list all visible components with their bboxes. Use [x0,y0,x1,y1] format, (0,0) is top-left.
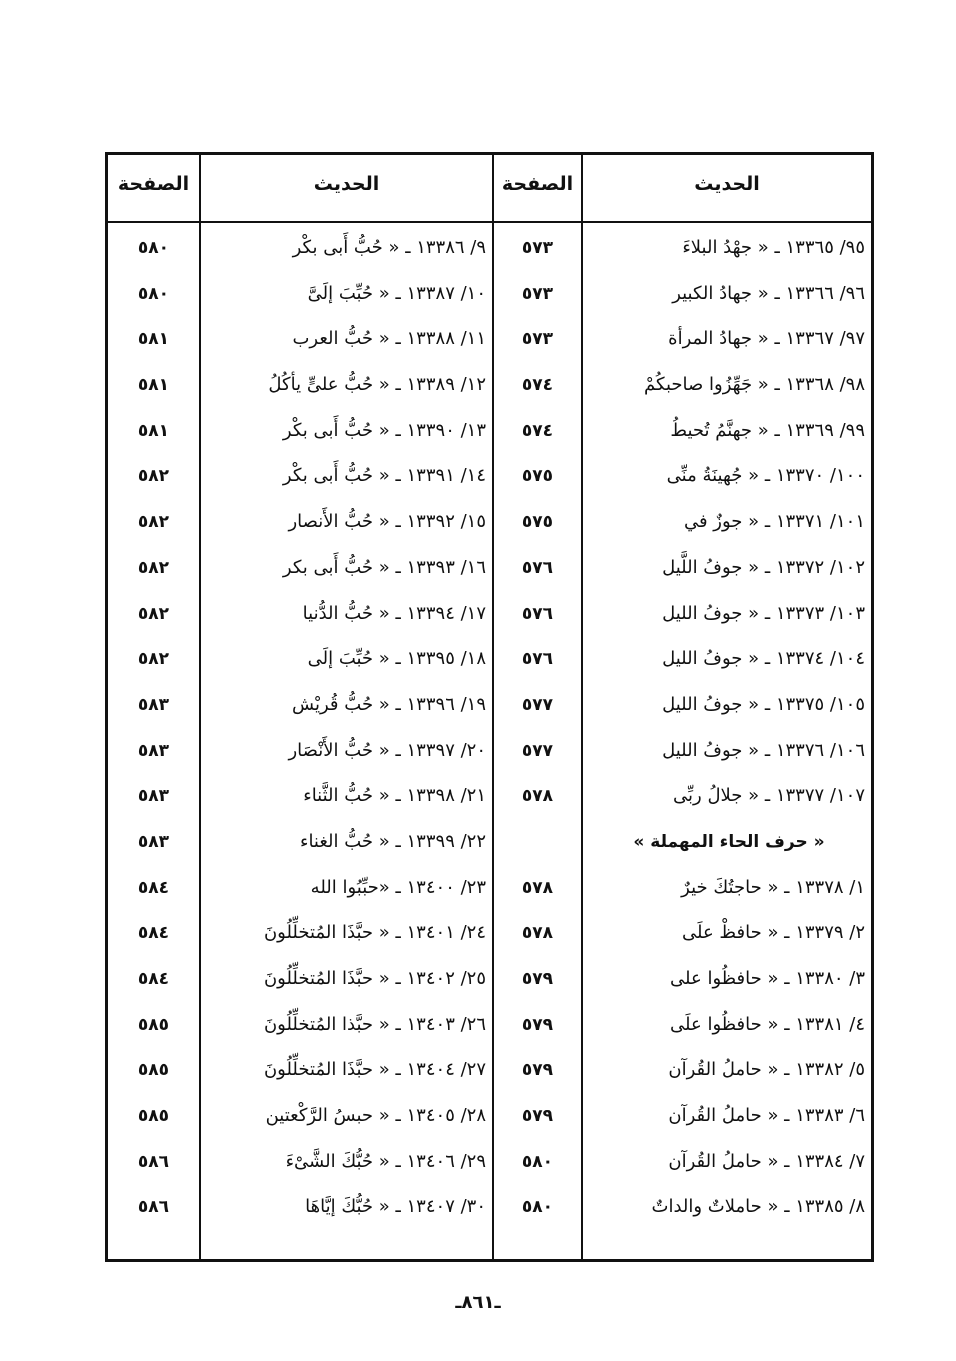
left-hadith-column [211,227,486,1232]
page-ref [494,821,581,867]
column-divider [581,155,583,1259]
right-page-column [494,227,581,1232]
hadith-entry: ١٧/ ١٣٣٩٤ ـ « حُبُّ الدُّنيا [302,602,486,624]
hadith-entry: ١٥/ ١٣٣٩٢ ـ « حُبُّ الأَنصار [288,511,486,533]
page-ref: ٥٨١ [137,375,170,396]
page-ref: ٥٧٩ [521,969,554,989]
page-ref: ٥٧٥ [521,512,554,533]
page-ref: ٥٧٦ [521,649,554,670]
right-hadith-column [593,227,865,1232]
page-ref: ٥٨٣ [137,740,170,761]
page-ref: ٥٨١ [137,420,170,441]
hadith-entry: ١/ ١٣٣٧٨ ـ « حاجتُكَ خيرٌ [681,876,865,898]
page-ref: ٥٨٤ [137,877,170,898]
hadith-entry: ١٠١/ ١٣٣٧١ ـ « جوزٌ في [683,511,865,533]
header-hadith-right: الحديث [694,173,760,195]
page-ref: ٥٧٧ [521,694,554,715]
page-ref: ٥٧٤ [521,375,554,396]
page-ref: ٥٧٥ [521,466,554,487]
hadith-entry: ٢٢/ ١٣٣٩٩ ـ « حُبُّ الغناء [299,830,486,852]
column-divider [199,155,201,1259]
hadith-entry: ٢٧/ ١٣٤٠٤ ـ « حبَّذَا المُتخلِّلُونَ [263,1059,486,1081]
hadith-entry: ٢/ ١٣٣٧٩ ـ « حافظْ علَى [682,922,865,944]
hadith-entry: ١٣/ ١٣٣٩٠ ـ « حُبُّ أَبى بكْر [282,419,486,441]
section-heading: « حرف الحاء المهملة » [633,831,825,852]
page-ref: ٥٨٤ [137,923,170,944]
page-number: ـ٨٦١ـ [455,1292,501,1313]
page-ref: ٥٨٠ [521,1151,554,1172]
page-ref: ٥٧٨ [521,786,554,807]
page-ref: ٥٧٩ [521,1014,554,1035]
page-ref: ٥٨٣ [137,831,170,852]
hadith-entry: ١٠٤/ ١٣٣٧٤ ـ « جوفُ الليل [662,648,865,670]
page-ref: ٥٧٨ [521,923,554,944]
page-ref: ٥٨٥ [137,1106,170,1127]
hadith-entry: ١٠٠/ ١٣٣٧٠ ـ « جُهينَةُ منِّى [666,465,865,487]
page-ref: ٥٧٧ [521,740,554,761]
page-ref: ٥٨١ [137,329,170,350]
table-header [108,155,871,223]
hadith-entry: ٩٧/ ١٣٣٦٧ ـ « جهادُ المرأة [668,328,865,350]
header-page-left: الصفحة [117,173,190,195]
hadith-entry: ٣٠/ ١٣٤٠٧ ـ « حُبُّكَ إيَّاهَا [305,1196,486,1218]
index-table [105,152,874,1262]
hadith-entry: ٢٩/ ١٣٤٠٦ ـ « حُبُّكَ الشَّىْءَ [285,1150,486,1172]
page-ref: ٥٧٣ [521,329,554,350]
page-ref: ٥٨٤ [137,969,170,989]
page-ref: ٥٨٢ [137,649,170,670]
hadith-entry: ٢٦/ ١٣٤٠٣ ـ « حبَّذا المُتخلِّلُونَ [263,1013,486,1035]
header-page-right: الصفحة [501,173,574,195]
hadith-entry: ١١/ ١٣٣٨٨ ـ « حُبُّ العرب [292,328,486,350]
page-ref: ٥٧٦ [521,603,554,624]
left-page-column [108,227,199,1232]
page-ref: ٥٨٥ [137,1060,170,1081]
page-ref: ٥٨٠ [137,238,170,258]
page-ref: ٥٨٣ [137,786,170,807]
hadith-entry: ١٦/ ١٣٣٩٣ ـ « حُبُّ أَبى بكر [282,556,486,578]
page-ref: ٥٨٣ [137,694,170,715]
page-ref: ٥٨٢ [137,603,170,624]
page-ref: ٥٧٩ [521,1106,554,1127]
page-ref: ٥٨٥ [137,1014,170,1035]
hadith-entry: ٩٨/ ١٣٣٦٨ ـ « جَهِّزُوا صاحبكُمْ [644,374,865,396]
hadith-entry: ١٨/ ١٣٣٩٥ ـ « حُبِّبَ إلَى [307,648,486,670]
hadith-entry: ٩٦/ ١٣٣٦٦ ـ « جهادُ الكبير [672,282,865,304]
page-ref: ٥٨٦ [137,1151,170,1172]
hadith-entry: ٢٥/ ١٣٤٠٢ ـ « حبَّذَا المُتخلِّلُونَ [263,968,486,989]
page-ref: ٥٨٢ [137,512,170,533]
hadith-entry: ١٠/ ١٣٣٨٧ ـ « حُبِّبَ إلَىَّ [307,282,486,304]
page-ref: ٥٧٨ [521,877,554,898]
hadith-entry: ١٠٦/ ١٣٣٧٦ ـ « جوفُ الليل [662,739,865,761]
page-ref: ٥٨٢ [137,557,170,578]
hadith-entry: ٧/ ١٣٣٨٤ ـ « حاملُ القُرآن [668,1150,865,1172]
page-ref: ٥٧٩ [521,1060,554,1081]
hadith-entry: ١٠٣/ ١٣٣٧٣ ـ « جوفُ الليل [662,602,865,624]
hadith-entry: ٨/ ١٣٣٨٥ ـ « حاملاتٌ والداتٌ [651,1196,865,1218]
hadith-entry: ٣/ ١٣٣٨٠ ـ « حافظُوا على [670,968,865,989]
hadith-entry: ١٠٥/ ١٣٣٧٥ ـ « جوفُ الليل [662,693,865,715]
page-ref: ٥٨٦ [137,1197,170,1218]
hadith-entry: ٩/ ١٣٣٨٦ ـ « حُبُّ أَبى بكْر [292,237,486,258]
page-ref: ٥٧٤ [521,420,554,441]
hadith-entry: ٢١/ ١٣٣٩٨ ـ « حُبُّ الثَّناء [303,785,486,807]
hadith-entry: ٢٠/ ١٣٣٩٧ ـ « حُبُّ الأَنْصَار [288,739,486,761]
page-ref: ٥٧٣ [521,283,554,304]
header-hadith-left: الحديث [313,173,380,195]
page-ref: ٥٨٠ [521,1197,554,1218]
hadith-entry: ٩٩/ ١٣٣٦٩ ـ « جهنَّمُ تُحيطُ [670,419,865,441]
hadith-entry: ٤/ ١٣٣٨١ ـ « حافظُوا علَى [670,1013,865,1035]
page-ref: ٥٨٢ [137,466,170,487]
hadith-entry: ١٠٧/ ١٣٣٧٧ ـ « جلالُ ربِّى [673,785,865,807]
hadith-entry: ٦/ ١٣٣٨٣ ـ « حاملُ القُرآن [668,1105,865,1127]
hadith-entry: ٥/ ١٣٣٨٢ ـ « حاملُ القُرآن [668,1059,865,1081]
hadith-entry: ١٩/ ١٣٣٩٦ ـ « حُبُّ قُريْش [292,693,486,715]
page-ref: ٥٧٣ [521,238,554,258]
hadith-entry: ١٤/ ١٣٣٩١ ـ « حُبُّ أَبى بكْر [282,465,486,487]
hadith-entry: ٢٨/ ١٣٤٠٥ ـ « حبسُ الرَّكْعتين [265,1105,486,1127]
hadith-entry: ١٠٢/ ١٣٣٧٢ ـ « جوفُ اللَّيل [662,556,865,578]
hadith-entry: ١٢/ ١٣٣٨٩ ـ « حُبُّ علىٍّ يأكُلُ [268,374,486,396]
page-ref: ٥٧٦ [521,557,554,578]
hadith-entry: ٢٤/ ١٣٤٠١ ـ « حبَّذَا المُتخلِّلُونَ [263,922,486,944]
page-ref: ٥٨٠ [137,283,170,304]
hadith-entry: ٩٥/ ١٣٣٦٥ ـ « جهْدُ البلاءَ [682,237,865,258]
hadith-entry: ٢٣/ ١٣٤٠٠ ـ «حبِّبُوا الله [310,876,486,898]
